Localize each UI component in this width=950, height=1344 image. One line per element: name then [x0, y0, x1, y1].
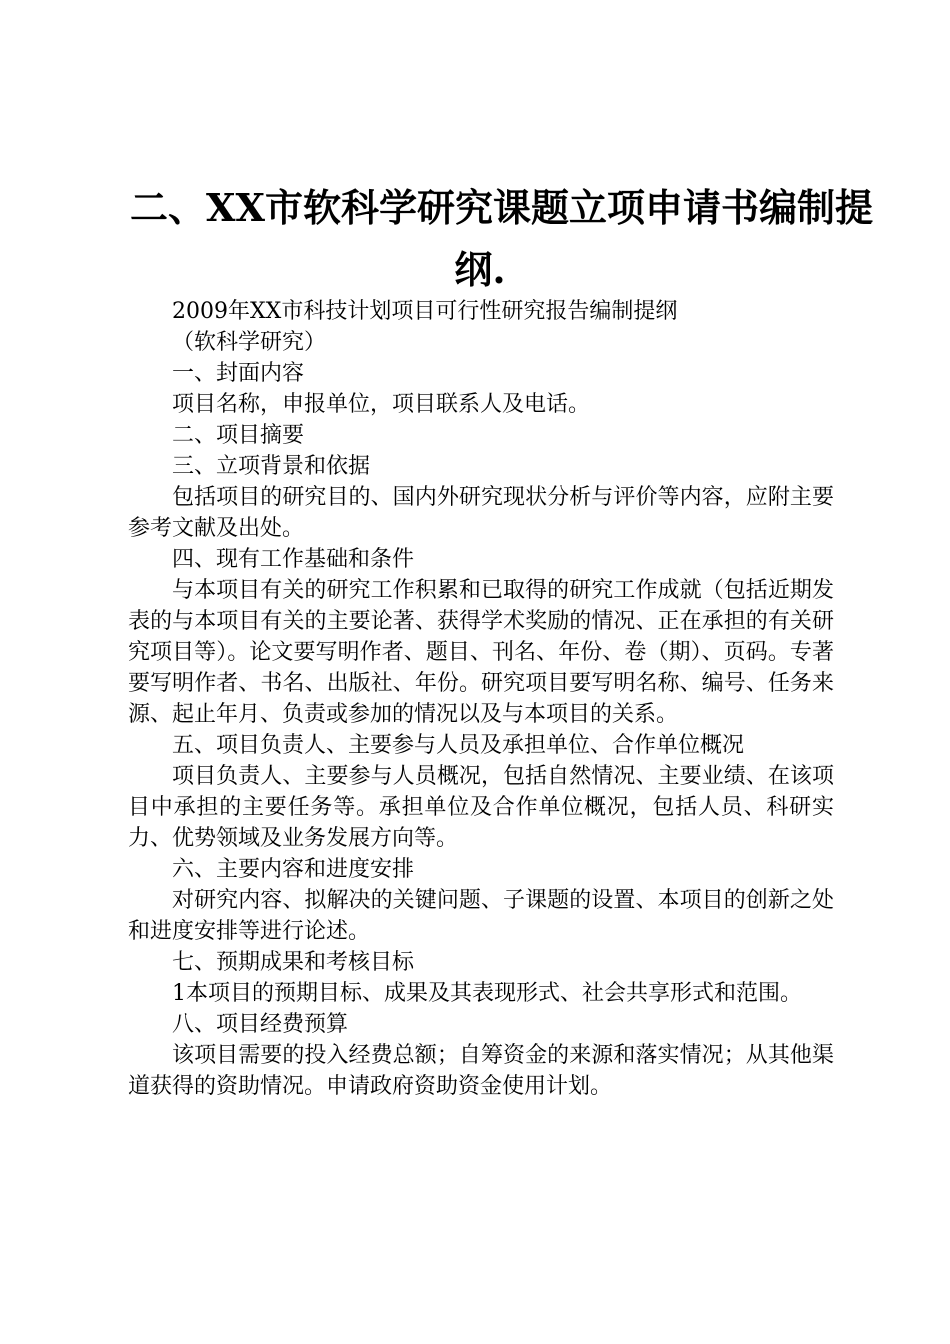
section-body-8: 该项目需要的投入经费总额；自筹资金的来源和落实情况；从其他渠道获得的资助情况。申请政府资助资金使用计划。	[128, 1043, 834, 1099]
section-body-4: 与本项目有关的研究工作积累和已取得的研究工作成就（包括近期发表的与本项目有关的主要论著、获得学术奖励的情况、正在承担的有关研究项目等）。论文要写明作者、题目、刊名、年份、卷（期）、页码。专著要写明作者、书名、出版社、年份。研究项目要写明名称、编号、任务来源、起止年月、负责或参加的情况以及与本项目的关系。	[128, 578, 834, 727]
section-body-1: 项目名称，申报单位，项目联系人及电话。	[172, 392, 591, 417]
section-body-5: 项目负责人、主要参与人员概况，包括自然情况、主要业绩、在该项目中承担的主要任务等。承担单位及合作单位概况，包括人员、科研实力、优势领域及业务发展方向等。	[128, 764, 834, 851]
section-heading-7: 七、预期成果和考核目标	[172, 950, 415, 975]
document-title-line-1: 二、XX市软科学研究课题立项申请书编制提	[130, 185, 873, 230]
section-heading-5: 五、项目负责人、主要参与人员及承担单位、合作单位概况	[172, 733, 745, 758]
document-title-line-2: 纲.	[454, 247, 506, 292]
section-body-6: 对研究内容、拟解决的关键问题、子课题的设置、本项目的创新之处和进度安排等进行论述。	[128, 888, 834, 944]
section-heading-8: 八、项目经费预算	[172, 1012, 349, 1037]
section-heading-2: 二、项目摘要	[172, 423, 305, 448]
section-heading-6: 六、主要内容和进度安排	[172, 857, 415, 882]
document-body	[128, 296, 834, 1102]
section-body-3: 包括项目的研究目的、国内外研究现状分析与评价等内容，应附主要参考文献及出处。	[128, 485, 834, 541]
section-body-7: 1本项目的预期目标、成果及其表现形式、社会共享形式和范围。	[172, 981, 802, 1006]
section-heading-1: 一、封面内容	[172, 361, 305, 386]
section-heading-3: 三、立项背景和依据	[172, 454, 371, 479]
subtitle-plan-name: 2009年XX市科技计划项目可行性研究报告编制提纲	[172, 299, 678, 324]
section-heading-4: 四、现有工作基础和条件	[172, 547, 415, 572]
subtitle-category: （软科学研究）	[172, 330, 327, 355]
